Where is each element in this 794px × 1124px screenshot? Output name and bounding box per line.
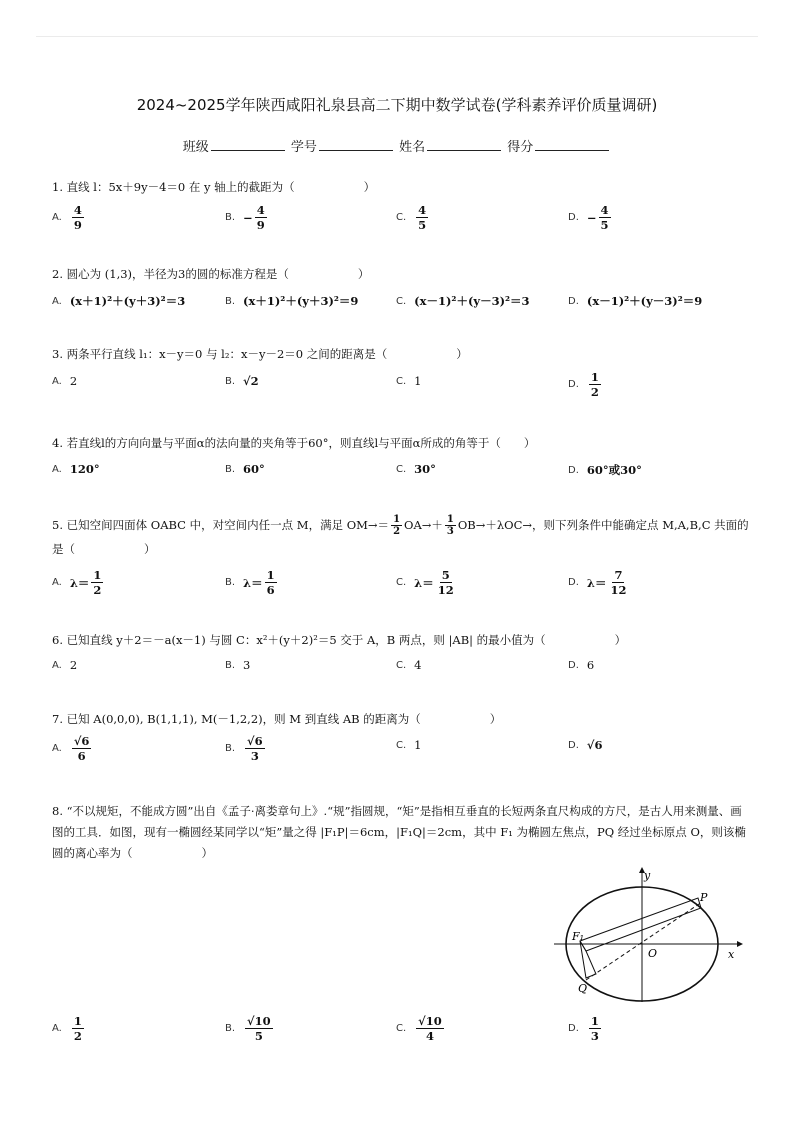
student-id-blank[interactable] [319,138,393,151]
question-1-option-a[interactable]: A. $\frac{4}{9}$ [52,203,82,232]
point-p-label: P [700,891,708,904]
question-6-option-d[interactable]: D. 6 [568,658,595,672]
class-label: 班级 [182,140,209,155]
header-divider [36,36,758,37]
student-id-label: 学号 [290,140,317,155]
question-7-option-c[interactable]: C. 1 [396,738,422,752]
question-1-option-c[interactable]: C. $\frac{4}{5}$ [396,203,427,232]
exam-title: 2024~2025学年陕西咸阳礼泉县高二下期中数学试卷(学科素养评价质量调研) [136,96,658,114]
question-5-option-d[interactable]: D. λ＝ $\frac{7}{12}$ [568,568,627,597]
student-info-line [0,136,794,155]
question-4-option-a[interactable]: A. 120° [52,462,100,476]
point-q-label: Q [578,982,588,995]
question-3-option-c[interactable]: C. 1 [396,374,422,388]
question-3-option-a[interactable]: A. 2 [52,374,78,388]
question-1-option-b[interactable]: B. − $\frac{4}{9}$ [225,203,265,232]
question-3-option-b[interactable]: B. √2 [225,374,259,388]
question-5-option-c[interactable]: C. λ＝ $\frac{5}{12}$ [396,568,454,597]
question-8-option-d[interactable]: D. $\frac{1}{3}$ [568,1014,599,1043]
question-6-option-a[interactable]: A. 2 [52,658,78,672]
question-5-option-b[interactable]: B. λ＝ $\frac{1}{6}$ [225,568,275,597]
ellipse-figure [548,862,754,1008]
question-5-stem: 5. 已知空间四面体 OABC 中，对空间内任一点 M，满足 OM→＝ $\frac{1}{2}$ OA→＋ $\frac{1}{3}$ OB→＋λOC→，则下列条件中能确定点 M,A,B,C 共面的 [52,514,749,537]
question-6-option-b[interactable]: B. 3 [225,658,251,672]
name-blank[interactable] [427,138,501,151]
question-8-stem: 8. “不以规矩，不能成方圆”出自《孟子·离娄章句上》.“规”指圆规，“矩”是指相互垂直的长短两条直尺构成的方尺，是古人用来测量、画图的工具．如图，现有一椭圆经某同学以“矩”量之得 |F₁P|＝6cm，|F₁Q|＝2cm，其中 F₁ 为椭圆左焦点，PQ 经过坐标原点 O，则该椭圆的离心率为（ ） [52,804,746,860]
question-8-option-c[interactable]: C. $\frac{√10}{4}$ [396,1014,442,1043]
ruler-short-arm [580,941,596,978]
question-2-stem: 2. 圆心为 (1,3)，半径为3的圆的标准方程是（ ） [52,267,370,281]
question-2-option-a[interactable]: A. (x＋1)²＋(y＋3)²＝3 [52,294,186,308]
point-f1-label: F₁ [572,930,585,943]
question-2-option-d[interactable]: D. (x－1)²＋(y－3)²＝9 [568,294,703,308]
score-label: 得分 [507,140,534,155]
question-5-option-a[interactable]: A. λ＝ $\frac{1}{2}$ [52,568,102,597]
score-blank[interactable] [535,138,609,151]
question-1-stem: 1. 直线 l：5x＋9y－4＝0 在 y 轴上的截距为（ ） [52,180,376,194]
question-2-option-c[interactable]: C. (x－1)²＋(y－3)²＝3 [396,294,530,308]
class-blank[interactable] [211,138,285,151]
question-7-stem: 7. 已知 A(0,0,0), B(1,1,1), M(－1,2,2)，则 M 到直线 AB 的距离为（ ） [52,712,502,726]
question-7-option-a[interactable]: A. $\frac{√6}{6}$ [52,734,90,763]
question-2-option-b[interactable]: B. (x＋1)²＋(y＋3)²＝9 [225,294,359,308]
question-1-option-d[interactable]: D. − $\frac{4}{5}$ [568,203,609,232]
question-6-stem: 6. 已知直线 y＋2＝－a(x－1) 与圆 C：x²＋(y＋2)²＝5 交于 A，B 两点，则 |AB| 的最小值为（ ） [52,633,627,647]
question-4-option-d[interactable]: D. 60°或30° [568,463,642,477]
question-7-option-d[interactable]: D. √6 [568,738,603,752]
x-axis-label: x [728,948,735,961]
question-3-option-d[interactable]: D. $\frac{1}{2}$ [568,370,599,399]
point-o-label: O [648,947,658,960]
name-label: 姓名 [399,140,426,155]
question-3-stem: 3. 两条平行直线 l₁：x－y＝0 与 l₂：x－y－2＝0 之间的距离是（ ） [52,347,468,361]
y-axis-label: y [644,869,651,882]
question-8-option-a[interactable]: A. $\frac{1}{2}$ [52,1014,82,1043]
question-5-stem-line2: 是（ ） [52,542,156,556]
question-4-stem: 4. 若直线l的方向向量与平面α的法向量的夹角等于60°，则直线l与平面α所成的角等于（ ） [52,436,536,450]
question-8-option-b[interactable]: B. $\frac{√10}{5}$ [225,1014,271,1043]
question-6-option-c[interactable]: C. 4 [396,658,422,672]
question-4-option-c[interactable]: C. 30° [396,462,436,476]
question-7-option-b[interactable]: B. $\frac{√6}{3}$ [225,734,263,763]
question-4-option-b[interactable]: B. 60° [225,462,265,476]
